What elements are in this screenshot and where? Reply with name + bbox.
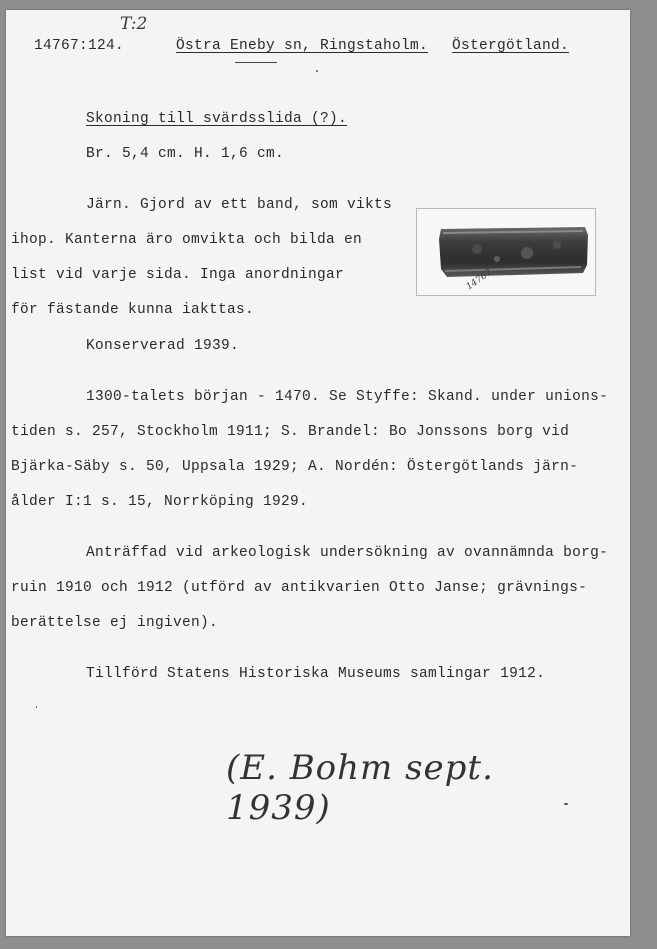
object-dimensions: Br. 5,4 cm. H. 1,6 cm.	[86, 146, 285, 162]
scabbard-fitting-image	[417, 209, 595, 295]
find-location: Östra Eneby sn, Ringstaholm.	[176, 38, 429, 54]
annotation-underline	[235, 62, 277, 63]
object-title: Skoning till svärdsslida (?).	[86, 111, 348, 127]
conservation-note: Konserverad 1939.	[86, 338, 240, 354]
inventory-number: 14767:124.	[34, 38, 125, 54]
dating-line: 1300-talets början - 1470. Se Styffe: Skand. under unions-	[86, 389, 609, 405]
description-line: list vid varje sida. Inga anordningar	[11, 267, 345, 283]
find-line: berättelse ej ingiven).	[11, 615, 219, 631]
signature-text: (E. Bohm sept. 1939)	[226, 748, 494, 828]
description-line: för fästande kunna iakttas.	[11, 302, 255, 318]
ink-speck	[316, 70, 318, 72]
dating-line: Bjärka-Säby s. 50, Uppsala 1929; A. Nordén: Östergötlands järn-	[11, 459, 579, 475]
description-line: ihop. Kanterna äro omvikta och bilda en	[11, 232, 363, 248]
object-photo	[416, 208, 596, 296]
dating-line: ålder I:1 s. 15, Norrköping 1929.	[11, 494, 309, 510]
handwritten-annotation: T:2	[120, 14, 148, 34]
acquisition-note: Tillförd Statens Historiska Museums samlingar 1912.	[86, 666, 546, 682]
find-line: Anträffad vid arkeologisk undersökning av ovannämnda borg-	[86, 545, 609, 561]
ink-speck	[564, 803, 568, 805]
description-line: Järn. Gjord av ett band, som vikts	[86, 197, 393, 213]
find-line: ruin 1910 och 1912 (utförd av antikvarien Otto Janse; grävnings-	[11, 580, 588, 596]
photo-label: 14767	[464, 267, 494, 293]
catalog-card	[6, 10, 630, 936]
dating-line: tiden s. 257, Stockholm 1911; S. Brandel: Bo Jonssons borg vid	[11, 424, 570, 440]
ink-speck	[36, 706, 37, 708]
province: Östergötland.	[452, 38, 570, 54]
signature	[216, 738, 556, 828]
